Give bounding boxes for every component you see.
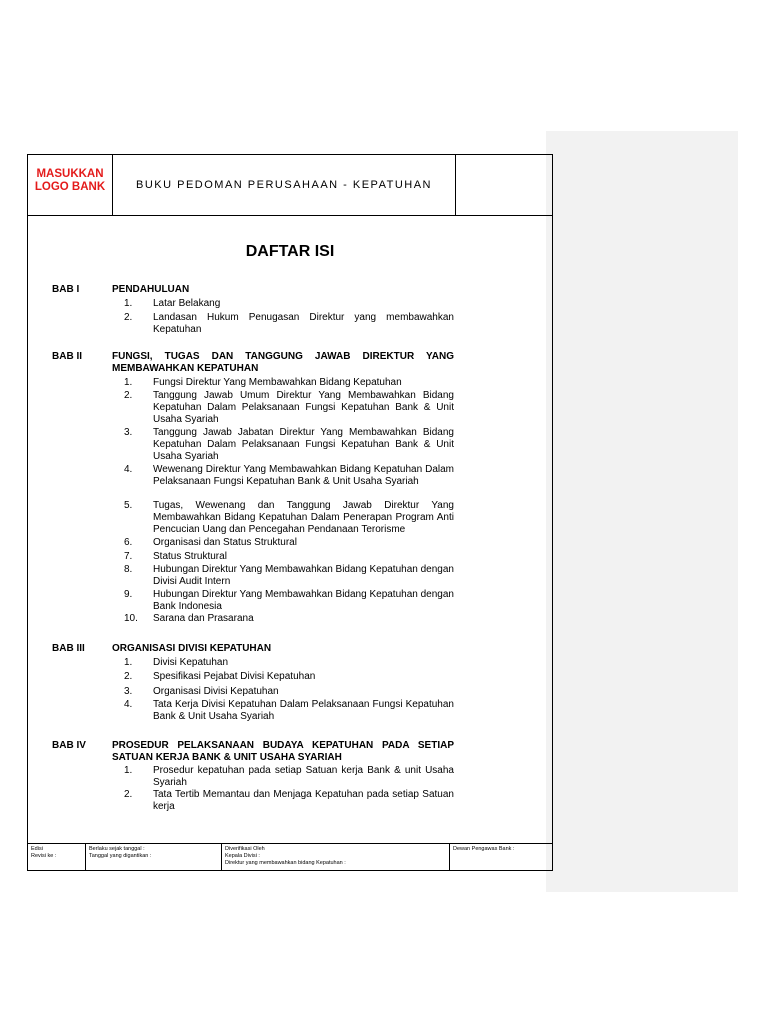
chapter-label: BAB IV — [52, 740, 86, 751]
footer-edisi: Edisi — [31, 846, 43, 852]
footer-dewan: Dewan Pengawas Bank : — [453, 846, 515, 852]
toc-item-number: 1. — [124, 298, 133, 309]
toc-item-text: Tugas, Wewenang dan Tanggung Jawab Direktur Yang Membawahkan Bidang Kepatuhan Dalam Penerapan Program Anti Pencucian Uang dan Pencegahan Pendanaan Terorisme — [153, 500, 454, 535]
toc-item-number: 3. — [124, 686, 133, 697]
footer-kepala-divisi: Kepala Divisi : — [225, 853, 260, 859]
toc-item-number: 10. — [124, 613, 138, 624]
footer-verification-cell — [222, 844, 450, 871]
toc-item-number: 8. — [124, 564, 133, 575]
document-page — [27, 154, 553, 871]
toc-item-number: 1. — [124, 657, 133, 668]
toc-item-text: Tata Tertib Memantau dan Menjaga Kepatuhan pada setiap Satuan kerja — [153, 789, 454, 812]
footer-diverifikasi: Diverifikasi Oleh — [225, 846, 265, 852]
toc-item-text: Wewenang Direktur Yang Membawahkan Bidang Kepatuhan Dalam Pelaksanaan Fungsi Kepatuhan Bank & Unit Usaha Syariah — [153, 464, 454, 487]
toc-item-text: Tata Kerja Divisi Kepatuhan Dalam Pelaksanaan Fungsi Kepatuhan Bank & Unit Usaha Syariah — [153, 699, 454, 722]
chapter-title: FUNGSI, TUGAS DAN TANGGUNG JAWAB DIREKTUR YANG MEMBAWAHKAN KEPATUHAN — [112, 351, 454, 374]
toc-item-number: 6. — [124, 537, 133, 548]
toc-item-number: 1. — [124, 765, 133, 776]
toc-item-number: 3. — [124, 427, 133, 438]
footer-tanggal-diganti: Tanggal yang digantikan : — [89, 853, 152, 859]
toc-item-text: Hubungan Direktur Yang Membawahkan Bidang Kepatuhan dengan Divisi Audit Intern — [153, 564, 454, 587]
footer-berlaku: Berlaku sejak tanggal : — [89, 846, 145, 852]
chapter-title: PROSEDUR PELAKSANAAN BUDAYA KEPATUHAN PADA SETIAP SATUAN KERJA BANK & UNIT USAHA SYARIAH — [112, 740, 454, 763]
toc-item-number: 2. — [124, 312, 133, 323]
toc-item-text: Sarana dan Prasarana — [153, 613, 254, 624]
footer-revisi: Revisi ke : — [31, 853, 57, 859]
footer-board-cell — [450, 844, 552, 871]
toc-item-text: Fungsi Direktur Yang Membawahkan Bidang Kepatuhan — [153, 377, 402, 388]
chapter-title: ORGANISASI DIVISI KEPATUHAN — [112, 643, 272, 654]
toc-item-number: 2. — [124, 390, 133, 401]
toc-item-text: Organisasi dan Status Struktural — [153, 537, 297, 548]
document-header — [28, 155, 552, 216]
toc-item-number: 4. — [124, 464, 133, 475]
toc-item-text: Status Struktural — [153, 551, 227, 562]
footer-edition-cell — [28, 844, 86, 871]
chapter-label: BAB III — [52, 643, 85, 654]
toc-item-text: Tanggung Jawab Umum Direktur Yang Membawahkan Bidang Kepatuhan Dalam Pelaksanaan Fungsi Kepatuhan Bank & Unit Usaha Syariah — [153, 390, 454, 425]
toc-item-number: 2. — [124, 671, 133, 682]
document-title: BUKU PEDOMAN PERUSAHAAN - KEPATUHAN — [113, 155, 456, 215]
logo-placeholder: MASUKKAN LOGO BANK — [28, 155, 113, 215]
toc-item-number: 7. — [124, 551, 133, 562]
toc-item-text: Latar Belakang — [153, 298, 221, 309]
toc-item-text: Tanggung Jawab Jabatan Direktur Yang Membawahkan Bidang Kepatuhan Dalam Pelaksanaan Fungsi Kepatuhan Bank & Unit Usaha Syariah — [153, 427, 454, 462]
toc-item-text: Landasan Hukum Penugasan Direktur yang membawahkan Kepatuhan — [153, 312, 454, 335]
chapter-label: BAB II — [52, 351, 82, 362]
toc-item-number: 1. — [124, 377, 133, 388]
toc-title: DAFTAR ISI — [245, 243, 335, 260]
footer-dates-cell — [86, 844, 222, 871]
toc-item-text: Organisasi Divisi Kepatuhan — [153, 686, 279, 697]
document-footer — [28, 843, 552, 871]
footer-direktur: Direktur yang membawahkan bidang Kepatuhan : — [225, 860, 346, 866]
chapter-label: BAB I — [52, 284, 80, 295]
toc-item-text: Prosedur kepatuhan pada setiap Satuan kerja Bank & unit Usaha Syariah — [153, 765, 454, 788]
comment-pane — [546, 131, 738, 892]
toc-item-text: Hubungan Direktur Yang Membawahkan Bidang Kepatuhan dengan Bank Indonesia — [153, 589, 454, 612]
chapter-title: PENDAHULUAN — [112, 284, 190, 295]
toc-item-number: 9. — [124, 589, 133, 600]
toc-item-number: 5. — [124, 500, 133, 511]
toc-item-text: Divisi Kepatuhan — [153, 657, 229, 668]
toc-item-number: 4. — [124, 699, 133, 710]
toc-item-number: 2. — [124, 789, 133, 800]
toc-item-text: Spesifikasi Pejabat Divisi Kepatuhan — [153, 671, 316, 682]
